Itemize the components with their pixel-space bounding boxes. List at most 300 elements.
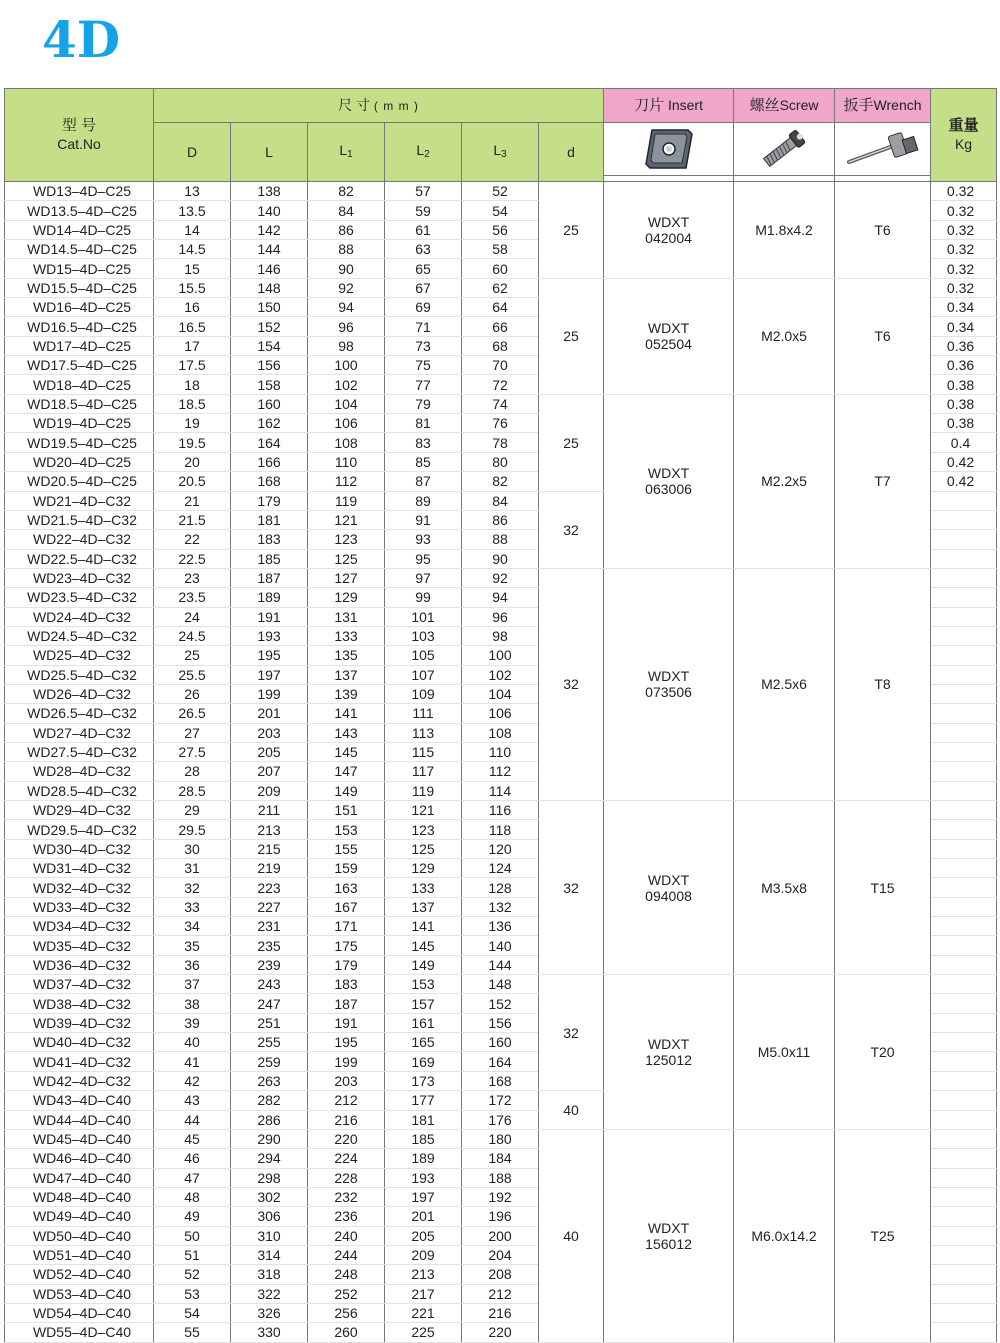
- l3-cell: 140: [462, 936, 539, 955]
- cat-no-cell: WD48–4D–C40: [5, 1187, 154, 1206]
- l1-cell: 171: [308, 917, 385, 936]
- l1-cell: 102: [308, 375, 385, 394]
- weight-cell: [931, 1323, 997, 1342]
- l1-cell: 125: [308, 549, 385, 568]
- l2-cell: 141: [385, 917, 462, 936]
- l-cell: 209: [231, 781, 308, 800]
- l1-cell: 167: [308, 897, 385, 916]
- d-dia-cell: 27.5: [154, 742, 231, 761]
- weight-header-cn: 重量: [948, 117, 979, 134]
- l-cell: 152: [231, 317, 308, 336]
- cat-no-cell: WD18–4D–C25: [5, 375, 154, 394]
- col-header-l3: $L_3$: [462, 123, 539, 182]
- l2-cell: 157: [385, 994, 462, 1013]
- l-cell: 326: [231, 1303, 308, 1322]
- l1-cell: 155: [308, 839, 385, 858]
- l3-cell: 208: [462, 1265, 539, 1284]
- table-body: [5, 182, 997, 1343]
- insert-cell: [604, 568, 734, 800]
- cat-no-cell: WD15.5–4D–C25: [5, 278, 154, 297]
- insert-code-line: WDXT: [647, 668, 690, 685]
- d-dia-cell: 29.5: [154, 820, 231, 839]
- insert-icon: [604, 126, 733, 172]
- col-header-l1: $L_1$: [308, 123, 385, 182]
- wrench-header: [835, 89, 931, 123]
- d-dia-cell: 33: [154, 897, 231, 916]
- d-dia-cell: 18.5: [154, 394, 231, 413]
- l2-cell: 133: [385, 878, 462, 897]
- l-cell: 154: [231, 336, 308, 355]
- d-dia-cell: 31: [154, 859, 231, 878]
- wrench-cell: T6: [835, 278, 931, 394]
- l1-cell: 159: [308, 859, 385, 878]
- l-cell: 189: [231, 588, 308, 607]
- table-row: [5, 182, 997, 201]
- l3-cell: 90: [462, 549, 539, 568]
- weight-cell: [931, 1265, 997, 1284]
- wrench-cell: T6: [835, 182, 931, 279]
- weight-cell: [931, 1187, 997, 1206]
- l-cell: 187: [231, 568, 308, 587]
- d-dia-cell: 17.5: [154, 356, 231, 375]
- insert-code-line: 156012: [645, 1235, 692, 1252]
- insert-code-line: WDXT: [647, 213, 690, 230]
- l-cell: 294: [231, 1149, 308, 1168]
- l2-cell: 129: [385, 859, 462, 878]
- l3-cell: 180: [462, 1129, 539, 1148]
- weight-cell: 0.32: [931, 240, 997, 259]
- l3-cell: 118: [462, 820, 539, 839]
- l2-cell: 89: [385, 491, 462, 510]
- d-dia-cell: 34: [154, 917, 231, 936]
- d-shank-cell: 25: [539, 182, 604, 279]
- l-cell: 156: [231, 356, 308, 375]
- l3-cell: 172: [462, 1091, 539, 1110]
- l3-cell: 200: [462, 1226, 539, 1245]
- l1-cell: 216: [308, 1110, 385, 1129]
- l3-cell: 68: [462, 336, 539, 355]
- l1-cell: 147: [308, 762, 385, 781]
- weight-cell: [931, 878, 997, 897]
- cat-no-cell: WD40–4D–C32: [5, 1033, 154, 1052]
- insert-header: [604, 89, 734, 123]
- l-cell: 146: [231, 259, 308, 278]
- l2-cell: 145: [385, 936, 462, 955]
- l1-cell: 141: [308, 704, 385, 723]
- d-dia-cell: 54: [154, 1303, 231, 1322]
- table-row: [5, 801, 997, 820]
- l2-cell: 165: [385, 1033, 462, 1052]
- weight-header: [931, 89, 997, 182]
- d-dia-cell: 44: [154, 1110, 231, 1129]
- l1-cell: 106: [308, 414, 385, 433]
- l1-cell: 90: [308, 259, 385, 278]
- weight-cell: [931, 742, 997, 761]
- cat-no-cell: WD32–4D–C32: [5, 878, 154, 897]
- l-cell: 197: [231, 665, 308, 684]
- weight-cell: [931, 820, 997, 839]
- weight-cell: [931, 626, 997, 645]
- weight-cell: [931, 1168, 997, 1187]
- weight-cell: 0.34: [931, 298, 997, 317]
- l3-cell: 160: [462, 1033, 539, 1052]
- col-header-l2: $L_2$: [385, 123, 462, 182]
- l2-cell: 83: [385, 433, 462, 452]
- cat-no-cell: WD47–4D–C40: [5, 1168, 154, 1187]
- size-header-cn: 尺 寸: [338, 97, 371, 113]
- d-dia-cell: 24: [154, 607, 231, 626]
- cat-no-cell: WD19.5–4D–C25: [5, 433, 154, 452]
- weight-cell: [931, 588, 997, 607]
- l2-cell: 177: [385, 1091, 462, 1110]
- d-dia-cell: 14.5: [154, 240, 231, 259]
- cat-no-cell: WD50–4D–C40: [5, 1226, 154, 1245]
- wrench-header-en: Wrench: [873, 97, 922, 113]
- d-dia-cell: 19.5: [154, 433, 231, 452]
- weight-cell: 0.36: [931, 336, 997, 355]
- l3-cell: 98: [462, 626, 539, 645]
- weight-cell: [931, 936, 997, 955]
- weight-cell: 0.38: [931, 394, 997, 413]
- insert-code-line: 073506: [645, 684, 692, 701]
- l-cell: 310: [231, 1226, 308, 1245]
- l2-cell: 109: [385, 684, 462, 703]
- cat-no-cell: WD36–4D–C32: [5, 955, 154, 974]
- d-shank-cell: 40: [539, 1091, 604, 1130]
- d-dia-cell: 39: [154, 1013, 231, 1032]
- insert-code-line: WDXT: [647, 871, 690, 888]
- cat-no-cell: WD31–4D–C32: [5, 859, 154, 878]
- l3-cell: 152: [462, 994, 539, 1013]
- l3-cell: 136: [462, 917, 539, 936]
- weight-cell: 0.36: [931, 356, 997, 375]
- l1-cell: 153: [308, 820, 385, 839]
- l2-cell: 137: [385, 897, 462, 916]
- l-cell: 203: [231, 723, 308, 742]
- weight-cell: 0.34: [931, 317, 997, 336]
- l3-cell: 66: [462, 317, 539, 336]
- weight-cell: [931, 1245, 997, 1264]
- l3-cell: 70: [462, 356, 539, 375]
- l2-cell: 71: [385, 317, 462, 336]
- table-row: [5, 394, 997, 413]
- l1-cell: 112: [308, 472, 385, 491]
- l2-cell: 149: [385, 955, 462, 974]
- l3-cell: 58: [462, 240, 539, 259]
- d-dia-cell: 48: [154, 1187, 231, 1206]
- weight-cell: [931, 684, 997, 703]
- l2-cell: 209: [385, 1245, 462, 1264]
- d-dia-cell: 53: [154, 1284, 231, 1303]
- l2-cell: 225: [385, 1323, 462, 1342]
- l2-cell: 113: [385, 723, 462, 742]
- table-row: [5, 1129, 997, 1148]
- l1-cell: 256: [308, 1303, 385, 1322]
- screw-cell: M3.5x8: [734, 801, 835, 975]
- cat-no-cell: WD42–4D–C32: [5, 1071, 154, 1090]
- d-dia-cell: 13.5: [154, 201, 231, 220]
- l1-cell: 133: [308, 626, 385, 645]
- l1-cell: 139: [308, 684, 385, 703]
- weight-cell: [931, 1091, 997, 1110]
- d-dia-cell: 16.5: [154, 317, 231, 336]
- weight-cell: [931, 723, 997, 742]
- l2-cell: 107: [385, 665, 462, 684]
- cat-no-cell: WD53–4D–C40: [5, 1284, 154, 1303]
- weight-cell: [931, 917, 997, 936]
- insert-header-cn: 刀片: [634, 97, 665, 114]
- table-header: [5, 89, 997, 182]
- l2-cell: 221: [385, 1303, 462, 1322]
- screw-header-cn: 螺丝: [749, 97, 780, 114]
- size-header-unit: ( m m ): [373, 99, 419, 113]
- l-cell: 201: [231, 704, 308, 723]
- d-dia-cell: 16: [154, 298, 231, 317]
- d-dia-cell: 25.5: [154, 665, 231, 684]
- cat-no-cell: WD55–4D–C40: [5, 1323, 154, 1342]
- weight-cell: [931, 665, 997, 684]
- l-cell: 243: [231, 975, 308, 994]
- l3-cell: 110: [462, 742, 539, 761]
- l2-cell: 101: [385, 607, 462, 626]
- l2-cell: 185: [385, 1129, 462, 1148]
- d-dia-cell: 30: [154, 839, 231, 858]
- cat-no-cell: WD20.5–4D–C25: [5, 472, 154, 491]
- l-cell: 144: [231, 240, 308, 259]
- l1-cell: 119: [308, 491, 385, 510]
- l-cell: 298: [231, 1168, 308, 1187]
- l1-cell: 203: [308, 1071, 385, 1090]
- l1-cell: 108: [308, 433, 385, 452]
- d-dia-cell: 42: [154, 1071, 231, 1090]
- l3-cell: 116: [462, 801, 539, 820]
- l-cell: 160: [231, 394, 308, 413]
- l2-cell: 103: [385, 626, 462, 645]
- l2-cell: 119: [385, 781, 462, 800]
- d-shank-cell: 32: [539, 975, 604, 1091]
- l1-cell: 88: [308, 240, 385, 259]
- insert-cell: [604, 182, 734, 279]
- col-header-d-shank: d: [539, 123, 604, 182]
- l-cell: 259: [231, 1052, 308, 1071]
- l3-cell: 60: [462, 259, 539, 278]
- l3-cell: 132: [462, 897, 539, 916]
- d-dia-cell: 41: [154, 1052, 231, 1071]
- l1-cell: 135: [308, 646, 385, 665]
- d-shank-cell: 25: [539, 394, 604, 491]
- wrench-cell: T25: [835, 1129, 931, 1342]
- l2-cell: 97: [385, 568, 462, 587]
- weight-cell: [931, 801, 997, 820]
- table-row: [5, 278, 997, 297]
- d-dia-cell: 19: [154, 414, 231, 433]
- l3-cell: 104: [462, 684, 539, 703]
- l-cell: 148: [231, 278, 308, 297]
- screw-cell: M2.5x6: [734, 568, 835, 800]
- d-dia-cell: 23: [154, 568, 231, 587]
- l1-cell: 236: [308, 1207, 385, 1226]
- cat-no-cell: WD39–4D–C32: [5, 1013, 154, 1032]
- l3-cell: 64: [462, 298, 539, 317]
- cat-no-cell: WD14.5–4D–C25: [5, 240, 154, 259]
- l3-cell: 92: [462, 568, 539, 587]
- l1-cell: 187: [308, 994, 385, 1013]
- cat-no-cell: WD25–4D–C32: [5, 646, 154, 665]
- insert-code-line: WDXT: [647, 1219, 690, 1236]
- weight-cell: [931, 1207, 997, 1226]
- l3-cell: 114: [462, 781, 539, 800]
- screw-header-en: Screw: [779, 97, 819, 113]
- cat-no-cell: WD52–4D–C40: [5, 1265, 154, 1284]
- d-dia-cell: 22: [154, 530, 231, 549]
- cat-no-cell: WD16–4D–C25: [5, 298, 154, 317]
- l2-cell: 181: [385, 1110, 462, 1129]
- insert-code-line: WDXT: [647, 1035, 690, 1052]
- weight-cell: [931, 491, 997, 510]
- l2-cell: 69: [385, 298, 462, 317]
- l3-cell: 220: [462, 1323, 539, 1342]
- l1-cell: 248: [308, 1265, 385, 1284]
- l1-cell: 94: [308, 298, 385, 317]
- l1-cell: 82: [308, 182, 385, 201]
- screw-cell: M1.8x4.2: [734, 182, 835, 279]
- cat-no-cell: WD34–4D–C32: [5, 917, 154, 936]
- l3-cell: 52: [462, 182, 539, 201]
- insert-image-cell: [604, 123, 734, 176]
- l-cell: 219: [231, 859, 308, 878]
- d-dia-cell: 43: [154, 1091, 231, 1110]
- insert-code-line: 125012: [645, 1051, 692, 1068]
- l3-cell: 78: [462, 433, 539, 452]
- weight-cell: [931, 530, 997, 549]
- insert-code-line: WDXT: [647, 320, 690, 337]
- l2-cell: 173: [385, 1071, 462, 1090]
- l2-cell: 125: [385, 839, 462, 858]
- d-dia-cell: 35: [154, 936, 231, 955]
- d-shank-cell: 40: [539, 1129, 604, 1342]
- cat-no-cell: WD14–4D–C25: [5, 220, 154, 239]
- screw-cell: M2.0x5: [734, 278, 835, 394]
- l3-cell: 82: [462, 472, 539, 491]
- cat-no-cell: WD28.5–4D–C32: [5, 781, 154, 800]
- weight-cell: 0.32: [931, 259, 997, 278]
- l2-cell: 67: [385, 278, 462, 297]
- weight-cell: 0.32: [931, 182, 997, 201]
- l2-cell: 79: [385, 394, 462, 413]
- l3-cell: 164: [462, 1052, 539, 1071]
- l-cell: 166: [231, 452, 308, 471]
- cat-no-cell: WD28–4D–C32: [5, 762, 154, 781]
- d-dia-cell: 28.5: [154, 781, 231, 800]
- l3-cell: 86: [462, 510, 539, 529]
- l3-cell: 84: [462, 491, 539, 510]
- weight-cell: 0.4: [931, 433, 997, 452]
- d-shank-cell: 32: [539, 568, 604, 800]
- d-dia-cell: 36: [154, 955, 231, 974]
- l3-cell: 204: [462, 1245, 539, 1264]
- wrench-cell: T8: [835, 568, 931, 800]
- l-cell: 231: [231, 917, 308, 936]
- l3-cell: 176: [462, 1110, 539, 1129]
- l-cell: 302: [231, 1187, 308, 1206]
- l-cell: 162: [231, 414, 308, 433]
- l3-cell: 216: [462, 1303, 539, 1322]
- l1-cell: 175: [308, 936, 385, 955]
- l2-cell: 197: [385, 1187, 462, 1206]
- insert-code-line: 094008: [645, 887, 692, 904]
- screw-cell: M6.0x14.2: [734, 1129, 835, 1342]
- cat-no-cell: WD13–4D–C25: [5, 182, 154, 201]
- l3-cell: 54: [462, 201, 539, 220]
- l2-cell: 193: [385, 1168, 462, 1187]
- insert-code-line: 063006: [645, 481, 692, 498]
- l2-cell: 99: [385, 588, 462, 607]
- cat-no-cell: WD51–4D–C40: [5, 1245, 154, 1264]
- l2-cell: 95: [385, 549, 462, 568]
- cat-no-cell: WD45–4D–C40: [5, 1129, 154, 1148]
- l-cell: 330: [231, 1323, 308, 1342]
- weight-cell: [931, 549, 997, 568]
- l1-cell: 149: [308, 781, 385, 800]
- l2-cell: 205: [385, 1226, 462, 1245]
- col-header-l: L: [231, 123, 308, 182]
- l-cell: 306: [231, 1207, 308, 1226]
- weight-cell: [931, 1284, 997, 1303]
- weight-cell: [931, 781, 997, 800]
- weight-cell: [931, 955, 997, 974]
- weight-cell: [931, 607, 997, 626]
- l1-cell: 244: [308, 1245, 385, 1264]
- l2-cell: 153: [385, 975, 462, 994]
- l1-cell: 131: [308, 607, 385, 626]
- cat-no-cell: WD21–4D–C32: [5, 491, 154, 510]
- l-cell: 263: [231, 1071, 308, 1090]
- l2-cell: 77: [385, 375, 462, 394]
- d-dia-cell: 47: [154, 1168, 231, 1187]
- l3-cell: 144: [462, 955, 539, 974]
- l-cell: 164: [231, 433, 308, 452]
- l1-cell: 145: [308, 742, 385, 761]
- l2-cell: 81: [385, 414, 462, 433]
- insert-code-line: WDXT: [647, 465, 690, 482]
- l-cell: 191: [231, 607, 308, 626]
- cat-no-cell: WD17–4D–C25: [5, 336, 154, 355]
- d-dia-cell: 14: [154, 220, 231, 239]
- cat-no-cell: WD15–4D–C25: [5, 259, 154, 278]
- l3-cell: 72: [462, 375, 539, 394]
- insert-code-line: 052504: [645, 336, 692, 353]
- l-cell: 158: [231, 375, 308, 394]
- d-shank-cell: 32: [539, 801, 604, 975]
- d-dia-cell: 29: [154, 801, 231, 820]
- l-cell: 168: [231, 472, 308, 491]
- l1-cell: 92: [308, 278, 385, 297]
- d-dia-cell: 22.5: [154, 549, 231, 568]
- l1-cell: 220: [308, 1129, 385, 1148]
- l3-cell: 168: [462, 1071, 539, 1090]
- d-dia-cell: 26.5: [154, 704, 231, 723]
- screw-image-cell: [734, 123, 835, 176]
- d-dia-cell: 50: [154, 1226, 231, 1245]
- d-dia-cell: 45: [154, 1129, 231, 1148]
- weight-cell: [931, 839, 997, 858]
- d-dia-cell: 37: [154, 975, 231, 994]
- cat-no-cell: WD26–4D–C32: [5, 684, 154, 703]
- l1-cell: 179: [308, 955, 385, 974]
- wrench-icon: [835, 126, 930, 172]
- l2-cell: 59: [385, 201, 462, 220]
- l2-cell: 115: [385, 742, 462, 761]
